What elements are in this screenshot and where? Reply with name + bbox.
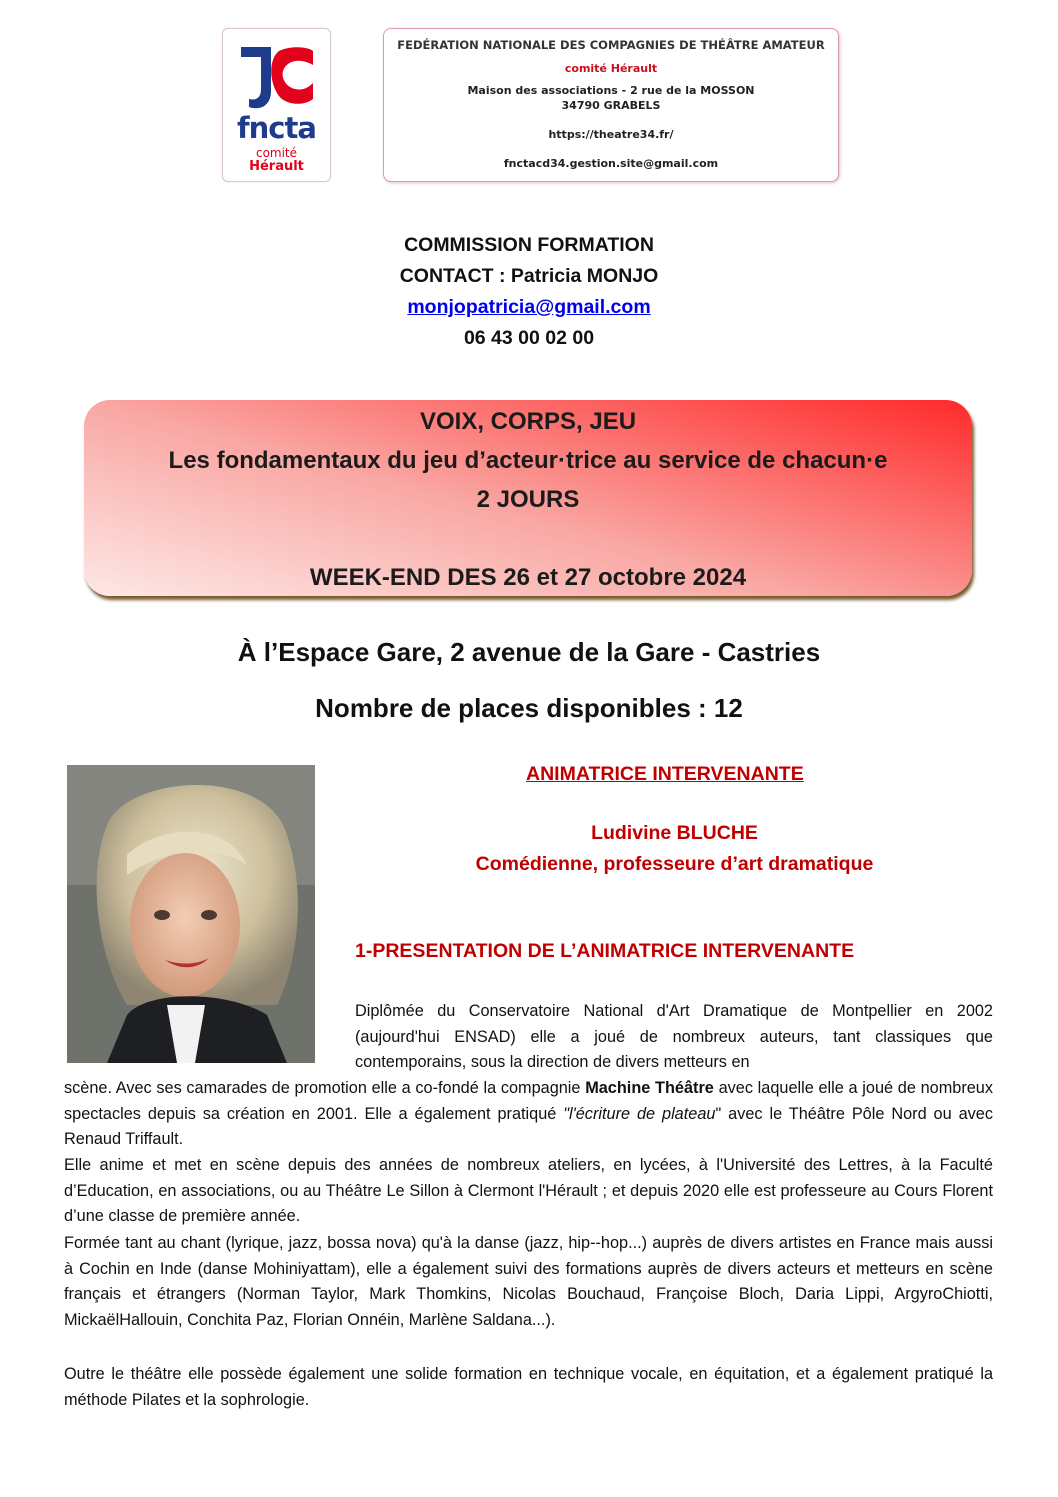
paragraph-text: scène. Avec ses camarades de promotion elle a co-fondé la compagnie: [64, 1079, 586, 1097]
presentation-paragraph-4: Outre le théâtre elle possède également une solide formation en technique vocale, en équitation, et a également pratiqué la méthode Pilates et la sophrologie.: [64, 1365, 993, 1409]
presentation-heading: 1-PRESENTATION DE L’ANIMATRICE INTERVENANTE: [355, 940, 855, 962]
contact-phone: 06 43 00 02 00: [463, 327, 595, 349]
course-title: VOIX, CORPS, JEU: [419, 408, 637, 435]
company-name: Machine Théâtre: [585, 1079, 714, 1097]
contact-line: CONTACT : Patricia MONJO: [399, 265, 659, 287]
paragraph-text: avec laquelle elle a joué de nombreux spectacles depuis sa création en 2001. Elle a également pratiqué: [64, 1079, 993, 1123]
comite-name: comité Hérault: [564, 62, 658, 75]
contact-email-link[interactable]: monjopatricia@gmail.com: [407, 296, 651, 318]
course-banner: [84, 400, 972, 596]
course-dates: WEEK-END DES 26 et 27 octobre 2024: [309, 564, 747, 591]
federation-email[interactable]: fnctacd34.gestion.site@gmail.com: [503, 157, 719, 170]
animatrice-photo: [67, 765, 315, 1063]
paragraph-text: " avec le Théâtre Pôle Nord ou avec Renaud Triffault.: [64, 1104, 993, 1149]
presentation-paragraph-1-start: Diplômée du Conservatoire National d'Art Dramatique de Montpellier en 2002 (aujourd'hui ENSAD) elle a joué de nombreux auteurs, tant classiques que contemporains, sous la direction de divers metteurs en: [355, 1002, 993, 1072]
course-duration: 2 JOURS: [476, 486, 580, 513]
federation-name: FEDÉRATION NATIONALE DES COMPAGNIES DE THÉÂTRE AMATEUR: [397, 38, 825, 52]
logo-comite: comité: [255, 146, 298, 160]
logo-wordmark: fncta: [237, 111, 316, 145]
presentation-paragraph-3: Formée tant au chant (lyrique, jazz, bossa nova) qu'à la danse (jazz, hip--hop...) auprès de divers artistes en France mais aussi à Cochin en Inde (danse Mohiniyattam), elle a également suivi des formations auprès de divers acteurs et metteurs en scène français et étrangers (Norman Taylor, Mark Thomkins, Nicolas Bouchaud, Françoise Bloch, Daria Lippi, ArgyroChiotti, MickaëlHallouin, Conchita Paz, Florian Onnéin, Marlène Saldana...).: [64, 1234, 993, 1330]
federation-info-box: [383, 28, 839, 182]
course-subtitle: Les fondamentaux du jeu d’acteur·trice au service de chacun·e: [168, 447, 888, 474]
presentation-paragraph-1-end: [64, 1076, 993, 1153]
ecriture-de-plateau: "l'écriture de plateau: [563, 1104, 716, 1123]
address-line-1: Maison des associations - 2 rue de la MOSSON: [467, 84, 755, 97]
presentation-paragraph-2: Elle anime et met en scène depuis des années de nombreux ateliers, en lycées, à l'Université des Lettres, à la Faculté d’Education, en associations, ou au Théâtre Le Sillon à Clermont l'Hérault ; et depuis 2020 elle est professeure au Cours Florent d’une classe de première année.: [64, 1156, 993, 1226]
fncta-logo-mark-icon: [237, 41, 317, 113]
logo-herault: Hérault: [249, 159, 304, 174]
animatrice-name: Ludivine BLUCHE: [591, 822, 758, 844]
venue-location: À l’Espace Gare, 2 avenue de la Gare - Castries: [237, 637, 821, 667]
fncta-logo: [222, 28, 331, 182]
address-line-2: 34790 GRABELS: [561, 99, 661, 112]
animatrice-role: Comédienne, professeure d’art dramatique: [475, 853, 874, 875]
commission-title: COMMISSION FORMATION: [404, 234, 654, 256]
portrait-image: [67, 765, 315, 1063]
website-link[interactable]: https://theatre34.fr/: [548, 128, 674, 141]
available-places: Nombre de places disponibles : 12: [315, 693, 743, 723]
animatrice-heading: ANIMATRICE INTERVENANTE: [526, 763, 804, 785]
